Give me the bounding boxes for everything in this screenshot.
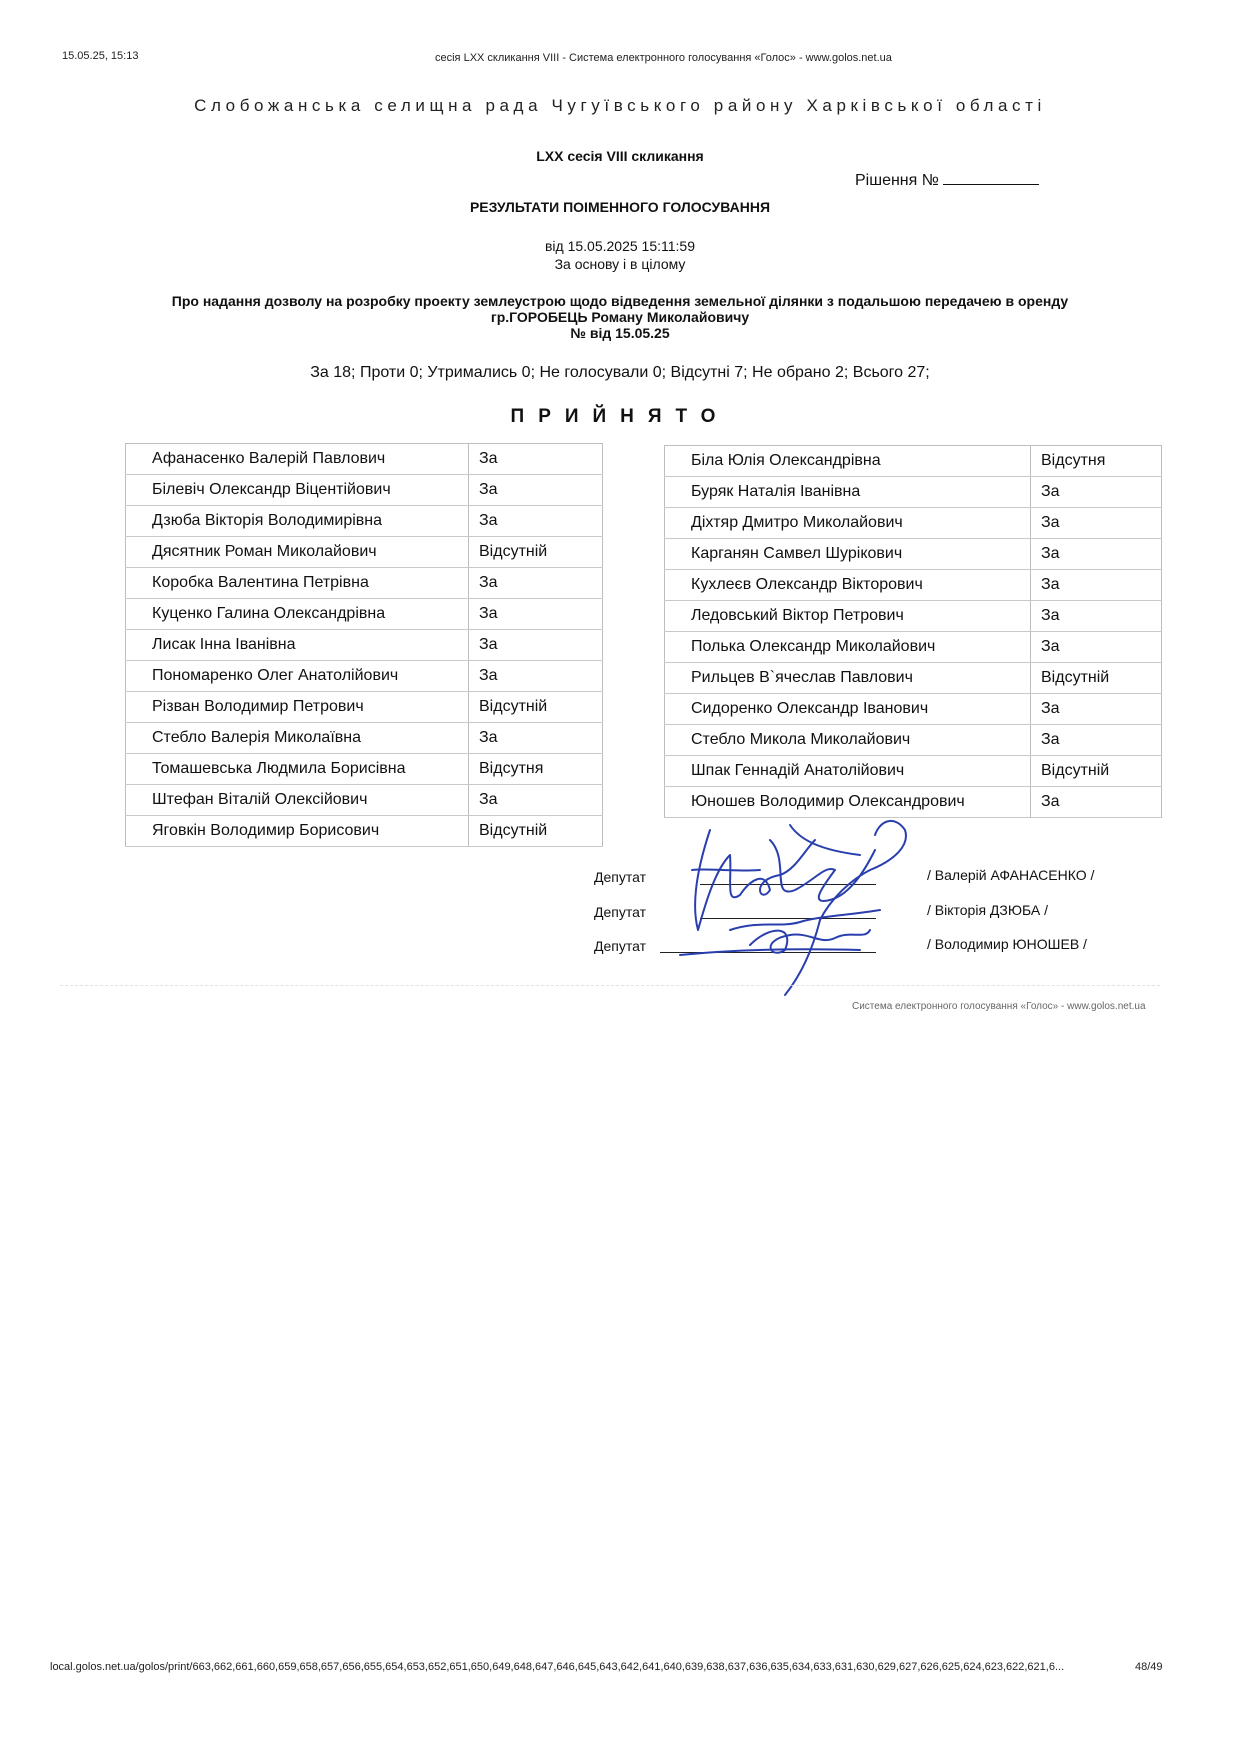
vote-date: від 15.05.2025 15:11:59: [544, 238, 696, 254]
table-row: [126, 537, 603, 568]
table-row: [126, 506, 603, 537]
deputy-name: Томашевська Людмила Борисівна: [126, 754, 469, 785]
deputy-name: Ледовський Віктор Петрович: [665, 601, 1031, 632]
table-row: [126, 785, 603, 816]
deputy-name: Біла Юлія Олександрівна: [665, 446, 1031, 477]
vote-result: За: [469, 599, 603, 630]
table-row: [126, 475, 603, 506]
table-row: [665, 725, 1162, 756]
table-row: [126, 754, 603, 785]
votes-table-right: [664, 445, 1162, 818]
vote-result: За: [469, 444, 603, 475]
deputy-name: Карганян Самвел Шурікович: [665, 539, 1031, 570]
table-row: [665, 570, 1162, 601]
table-row: [665, 663, 1162, 694]
vote-result: За: [469, 506, 603, 537]
signature-label: Депутат: [594, 938, 646, 954]
table-row: [126, 444, 603, 475]
table-row: [126, 599, 603, 630]
deputy-name: Пономаренко Олег Анатолійович: [126, 661, 469, 692]
subject-line: № від 15.05.25: [570, 325, 670, 341]
vote-result: За: [469, 785, 603, 816]
vote-result: Відсутній: [1031, 756, 1162, 787]
signature-label: Депутат: [594, 869, 646, 885]
vote-result: За: [1031, 477, 1162, 508]
vote-result: За: [1031, 508, 1162, 539]
vote-result: За: [1031, 539, 1162, 570]
subject-line: гр.ГОРОБЕЦЬ Роману Миколайовичу: [490, 309, 750, 325]
signature-name: / Володимир ЮНОШЕВ /: [927, 936, 1087, 952]
table-row: [126, 692, 603, 723]
print-timestamp: 15.05.25, 15:13: [62, 50, 139, 62]
deputy-name: Лисак Інна Іванівна: [126, 630, 469, 661]
vote-result: За: [469, 568, 603, 599]
deputy-name: Куценко Галина Олександрівна: [126, 599, 469, 630]
deputy-name: Діхтяр Дмитро Миколайович: [665, 508, 1031, 539]
deputy-name: Буряк Наталія Іванівна: [665, 477, 1031, 508]
deputy-name: Білевіч Олександр Віцентійович: [126, 475, 469, 506]
page-number: 48/49: [1135, 1661, 1163, 1673]
vote-result: Відсутній: [469, 692, 603, 723]
table-row: [665, 632, 1162, 663]
table-row: [665, 477, 1162, 508]
table-row: [665, 601, 1162, 632]
deputy-name: Різван Володимир Петрович: [126, 692, 469, 723]
vote-result: За: [1031, 725, 1162, 756]
table-row: [126, 661, 603, 692]
table-row: [665, 539, 1162, 570]
vote-result: Відсутня: [469, 754, 603, 785]
vote-result: Відсутня: [1031, 446, 1162, 477]
deputy-name: Дзюба Вікторія Володимирівна: [126, 506, 469, 537]
vote-result: За: [1031, 601, 1162, 632]
table-row: [665, 756, 1162, 787]
deputy-name: Кухлеєв Олександр Вікторович: [665, 570, 1031, 601]
deputy-name: Юношев Володимир Олександрович: [665, 787, 1031, 818]
vote-result: Відсутній: [469, 816, 603, 847]
signature-name: / Вікторія ДЗЮБА /: [927, 902, 1048, 918]
footer-system-name: Система електронного голосування «Голос» - www.golos.net.ua: [852, 1001, 1146, 1012]
deputy-name: Штефан Віталій Олексійович: [126, 785, 469, 816]
print-url: local.golos.net.ua/golos/print/663,662,661,660,659,658,657,656,655,654,653,652,651,650,649,648,647,646,645,643,642,641,640,639,638,637,636,635,634,633,631,630,629,627,626,625,624,623,622,621,6...: [50, 1661, 1065, 1673]
deputy-name: Яговкін Володимир Борисович: [126, 816, 469, 847]
handwritten-signatures: [620, 810, 940, 1000]
council-name: Слобожанська селищна рада Чугуївського району Харківської області: [194, 96, 1046, 115]
deputy-name: Афанасенко Валерій Павлович: [126, 444, 469, 475]
vote-result: За: [469, 661, 603, 692]
deputy-name: Стебло Валерія Миколаївна: [126, 723, 469, 754]
table-row: [126, 630, 603, 661]
vote-result: За: [1031, 570, 1162, 601]
table-row: [665, 508, 1162, 539]
vote-result: Відсутній: [469, 537, 603, 568]
deputy-name: Сидоренко Олександр Іванович: [665, 694, 1031, 725]
divider: [60, 985, 1160, 986]
vote-result: За: [1031, 787, 1162, 818]
results-title: РЕЗУЛЬТАТИ ПОІМЕННОГО ГОЛОСУВАННЯ: [469, 199, 771, 215]
signature-name: / Валерій АФАНАСЕНКО /: [927, 867, 1095, 883]
decision-number-blank: [943, 170, 1039, 185]
table-row: [665, 446, 1162, 477]
vote-outcome: ПРИЙНЯТО: [510, 406, 730, 427]
deputy-name: Шпак Геннадій Анатолійович: [665, 756, 1031, 787]
decision-number: [855, 170, 1039, 190]
vote-result: Відсутній: [1031, 663, 1162, 694]
table-row: [665, 694, 1162, 725]
deputy-name: Коробка Валентина Петрівна: [126, 568, 469, 599]
vote-subject: [60, 293, 1180, 341]
deputy-name: Стебло Микола Миколайович: [665, 725, 1031, 756]
votes-table-left: [125, 443, 603, 847]
print-page-title: сесія LXX скликання VIII - Система електронного голосування «Голос» - www.golos.net.ua: [435, 52, 892, 64]
vote-result: За: [469, 630, 603, 661]
deputy-name: Рильцев В`ячеслав Павлович: [665, 663, 1031, 694]
vote-result: За: [1031, 694, 1162, 725]
vote-result: За: [469, 475, 603, 506]
deputy-name: Полька Олександр Миколайович: [665, 632, 1031, 663]
vote-result: За: [1031, 632, 1162, 663]
table-row: [126, 723, 603, 754]
table-row: [126, 568, 603, 599]
deputy-name: Дясятник Роман Миколайович: [126, 537, 469, 568]
vote-tally: За 18; Проти 0; Утримались 0; Не голосували 0; Відсутні 7; Не обрано 2; Всього 27;: [310, 364, 930, 381]
vote-result: За: [469, 723, 603, 754]
session-title: LXX сесія VIII скликання: [536, 148, 704, 164]
signature-label: Депутат: [594, 904, 646, 920]
subject-line: Про надання дозволу на розробку проекту землеустрою щодо відведення земельної ділянки з подальшою передачею в оренду: [171, 293, 1069, 309]
vote-basis: За основу і в цілому: [554, 256, 686, 272]
decision-label: Рішення №: [855, 172, 939, 189]
table-row: [126, 816, 603, 847]
